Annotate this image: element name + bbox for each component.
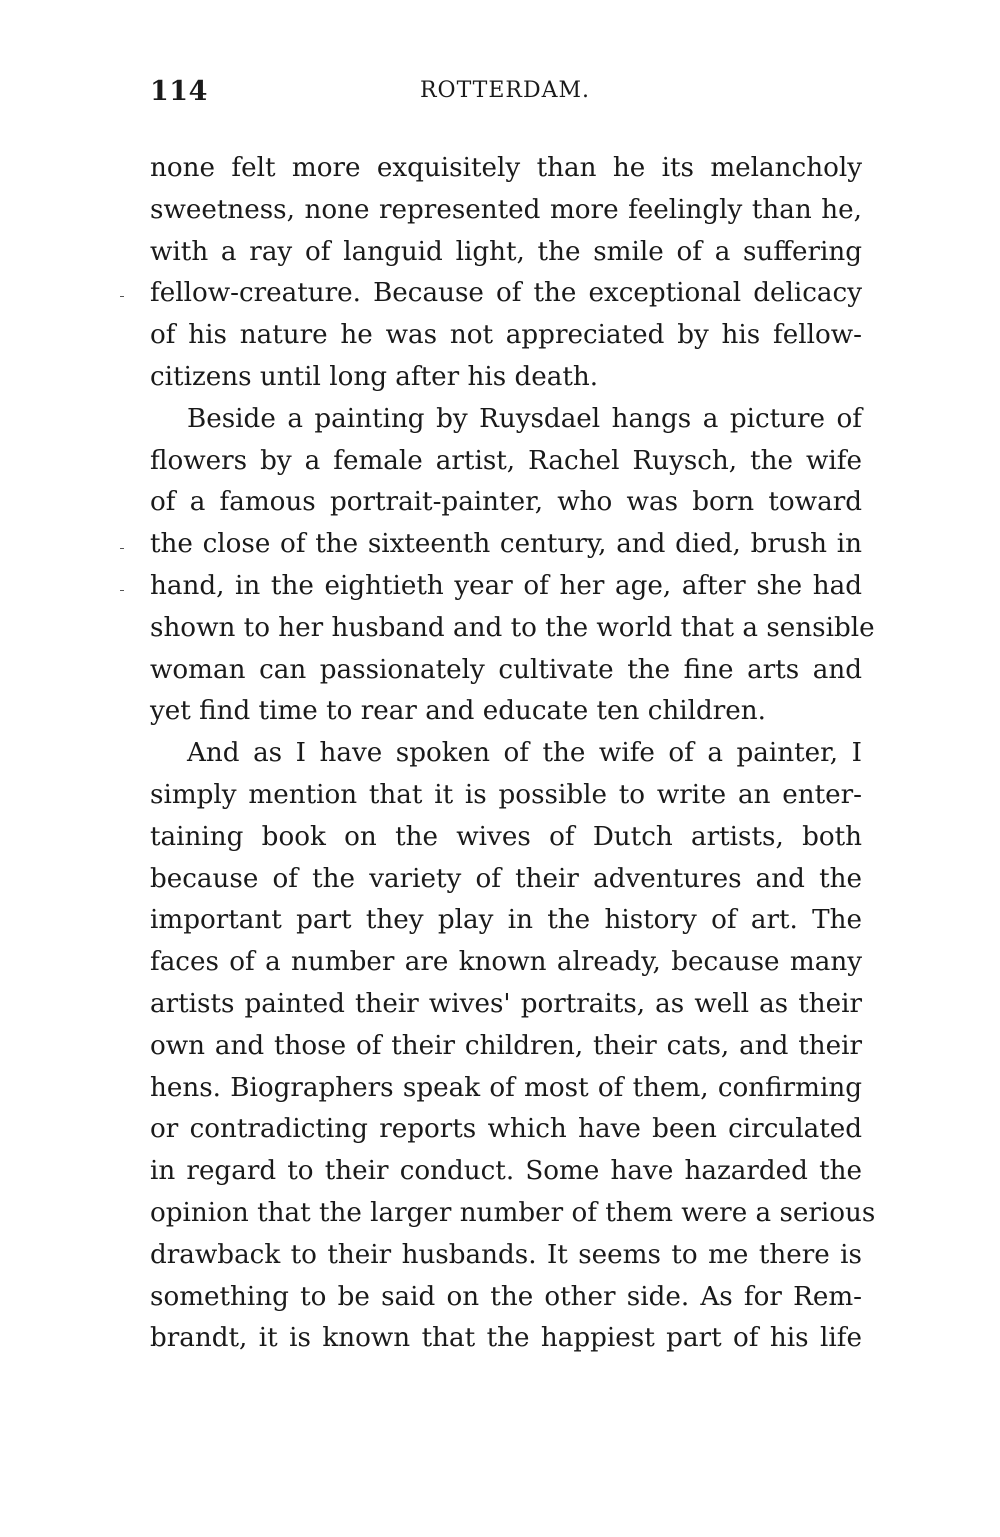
text-line: opinion that the larger number of them were a serious [150,1197,876,1228]
margin-mark [120,296,124,297]
text-line: brandt, it is known that the happiest part of his life [150,1323,862,1354]
text-line: of his nature he was not appreciated by his fellow- [150,320,862,351]
text-line: sweetness, none represented more feelingly than he, [150,194,862,225]
text-line: something to be said on the other side. As for Rem- [150,1281,862,1312]
text-line: because of the variety of their adventures and the [150,863,862,894]
body-text [150,148,876,1360]
text-line: hand, in the eightieth year of her age, after she had [150,570,862,601]
text-line: woman can passionately cultivate the fine arts and [150,654,862,685]
text-line: or contradicting reports which have been circulated [150,1114,862,1145]
text-line: the close of the sixteenth century, and died, brush in [150,529,862,560]
text-line: important part they play in the history of art. The [150,905,862,936]
text-line: of a famous portrait-painter, who was born toward [150,487,862,518]
text-line: flowers by a female artist, Rachel Ruysch, the wife [150,445,862,476]
paragraph-first-line: And as I have spoken of the wife of a painter, I [187,738,862,769]
running-head [150,76,860,116]
text-line: simply mention that it is possible to write an enter- [150,779,862,810]
text-line: shown to her husband and to the world that a sensible [150,612,875,643]
text-line: with a ray of languid light, the smile of a suffering [150,236,862,267]
text-line: own and those of their children, their cats, and their [150,1030,862,1061]
margin-mark [120,590,124,591]
text-line: fellow-creature. Because of the exceptional delicacy [150,278,862,309]
page-number: 114 [150,76,208,107]
running-title: ROTTERDAM. [419,78,591,103]
text-line: in regard to their conduct. Some have hazarded the [150,1156,862,1187]
text-line: yet find time to rear and educate ten children. [150,696,766,727]
margin-mark [120,548,124,549]
text-line: faces of a number are known already, because many [150,947,862,978]
text-line: drawback to their husbands. It seems to me there is [150,1239,862,1270]
text-line: citizens until long after his death. [150,361,599,392]
text-line: hens. Biographers speak of most of them, confirming [150,1072,862,1103]
text-line: taining book on the wives of Dutch artists, both [150,821,862,852]
text-line: none felt more exquisitely than he its melancholy [150,153,862,183]
paragraph-first-line: Beside a painting by Ruysdael hangs a picture of [187,403,862,434]
text-line: artists painted their wives' portraits, as well as their [150,988,862,1019]
